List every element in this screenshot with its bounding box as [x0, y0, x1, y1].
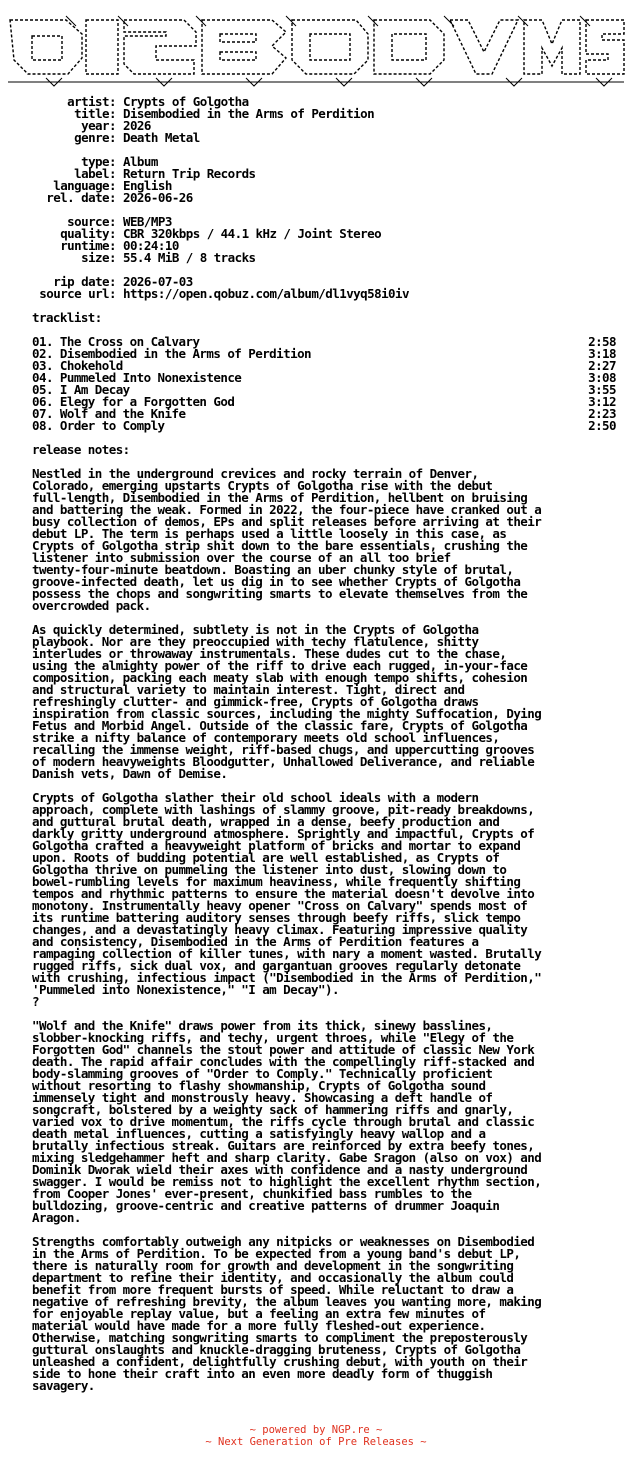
metadata-key: quality:: [60, 226, 116, 241]
notes-line: using the almighty power of the riff to drive each rugged, in-your-face: [32, 658, 528, 673]
metadata-key: title:: [74, 106, 116, 121]
notes-line: songcraft, bolstered by a weighty sack of hammering riffs and gnarly,: [32, 1102, 514, 1117]
notes-paragraph: [32, 1020, 622, 1224]
notes-line: ?: [32, 994, 39, 1009]
notes-line: approach, complete with lashings of slammy groove, pit-ready breakdowns,: [32, 802, 535, 817]
metadata-value: 2026-07-03: [122, 274, 193, 289]
notes-line: without resorting to flashy showmanship, Crypts of Golgotha sound: [32, 1078, 486, 1093]
notes-line: immensely tight and monstrously heavy. Showcasing a deft handle of: [32, 1090, 493, 1105]
notes-line: death metal influences, cutting a satisfyingly heavy wallop and a: [32, 1126, 486, 1141]
notes-line: changes, and a devastatingly heavy climax. Featuring impressive quality: [32, 922, 528, 937]
metadata-value: English: [122, 178, 172, 193]
track-title: 05. I Am Decay: [32, 382, 130, 397]
track-title: 03. Chokehold: [32, 358, 123, 373]
notes-line: negative of refreshing brevity, the album leaves you wanting more, making: [32, 1294, 542, 1309]
notes-line: possess the chops and songwriting smarts to elevate themselves from the: [32, 586, 528, 601]
notes-line: listener into submission over the course of an all too brief: [32, 550, 451, 565]
notes-line: refreshingly clutter- and gimmick-free, Crypts of Golgotha draws: [32, 694, 479, 709]
ascii-logo-icon: [6, 12, 626, 88]
metadata-value: CBR 320kbps / 44.1 kHz / Joint Stereo: [122, 226, 382, 241]
notes-line: bowel-rumbling levels for maximum heaviness, while frequently shifting: [32, 874, 521, 889]
notes-line: unleashed a confident, delightfully crushing debut, with youth on their: [32, 1354, 528, 1369]
notes-line: for enjoyable replay value, but a feeling an extra few minutes of: [32, 1306, 486, 1321]
notes-line: Colorado, emerging upstarts Crypts of Golgotha rise with the debut: [32, 478, 493, 493]
track-duration: 2:50: [588, 418, 616, 433]
track-title: 06. Elegy for a Forgotten God: [32, 394, 235, 409]
notes-line: with crushing, infectious impact ("Disembodied in the Arms of Perdition,": [32, 970, 542, 985]
notes-line: swagger. I would be remiss not to highlight the excellent rhythm section,: [32, 1174, 542, 1189]
metadata-key: source url:: [39, 286, 116, 301]
notes-line: Golgotha crafted a heavyweight platform of bricks and mortar to expand: [32, 838, 521, 853]
notes-line: varied vox to drive momentum, the riffs cycle through brutal and classic: [32, 1114, 535, 1129]
notes-line: and guttural brutal death, wrapped in a dense, beefy production and: [32, 814, 500, 829]
notes-line: Golgotha thrive on pummeling the listener into dust, slowing down to: [32, 862, 507, 877]
release-notes: [32, 468, 622, 1404]
notes-line: tempos and rhythmic patterns to ensure the material doesn't devolve into: [32, 886, 535, 901]
metadata-row: [22, 192, 409, 204]
track-duration: 3:12: [588, 394, 616, 409]
notes-line: monotony. Instrumentally heavy opener "Cross on Calvary" spends most of: [32, 898, 528, 913]
metadata-key: genre:: [74, 130, 116, 145]
release-notes-heading: release notes:: [32, 442, 130, 457]
track-title: 07. Wolf and the Knife: [32, 406, 186, 421]
metadata-value: 2026: [122, 118, 151, 133]
notes-line: its runtime battering auditory senses through beefy riffs, slick tempo: [32, 910, 521, 925]
release-metadata: [22, 96, 409, 300]
metadata-value: WEB/MP3: [122, 214, 172, 229]
notes-line: material would have made for a more fully fleshed-out experience.: [32, 1318, 486, 1333]
notes-line: and structural variety to maintain interest. Tight, direct and: [32, 682, 465, 697]
notes-line: and consistency, Disembodied in the Arms of Perdition features a: [32, 934, 479, 949]
notes-line: overcrowded pack.: [32, 598, 151, 613]
track-duration: 3:55: [588, 382, 616, 397]
notes-paragraph: [32, 624, 622, 780]
notes-line: department to refine their identity, and occasionally the album could: [32, 1270, 514, 1285]
notes-line: side to hone their craft into an even more deadly form of thuggish: [32, 1366, 493, 1381]
track-title: 08. Order to Comply: [32, 418, 165, 433]
notes-line: composition, packing each meaty slab with enough tempo shifts, cohesion: [32, 670, 528, 685]
footer-tagline: ~ Next Generation of Pre Releases ~: [205, 1436, 427, 1448]
footer: [0, 1424, 632, 1448]
metadata-key: source:: [67, 214, 116, 229]
metadata-key: language:: [53, 178, 116, 193]
tracklist-heading: tracklist:: [32, 310, 102, 325]
metadata-key: label:: [74, 166, 116, 181]
metadata-value: Death Metal: [122, 130, 200, 145]
notes-line: of modern heavyweights Bloodgutter, Unhallowed Deliverance, and reliable: [32, 754, 535, 769]
notes-line: slobber-knocking riffs, and techy, urgent throes, while "Elegy of the: [32, 1030, 514, 1045]
notes-line: in the Arms of Perdition. To be expected from a young band's debut LP,: [32, 1246, 521, 1261]
notes-line: Otherwise, matching songwriting smarts to compliment the preposterously: [32, 1330, 528, 1345]
metadata-key: rel. date:: [46, 190, 116, 205]
metadata-key: year:: [81, 118, 116, 133]
notes-line: Crypts of Golgotha slather their old school ideals with a modern: [32, 790, 479, 805]
metadata-value: 00:24:10: [122, 238, 179, 253]
footer-powered-by: ~ powered by NGP.re ~: [249, 1424, 383, 1436]
notes-line: recalling the immense weight, riff-based chugs, and uppercutting grooves: [32, 742, 535, 757]
metadata-value: Album: [122, 154, 158, 169]
notes-line: Nestled in the underground crevices and rocky terrain of Denver,: [32, 466, 479, 481]
track-duration: 2:58: [588, 334, 616, 349]
notes-line: guttural onslaughts and knuckle-dragging bruteness, Crypts of Golgotha: [32, 1342, 521, 1357]
metadata-value: Disembodied in the Arms of Perdition: [122, 106, 375, 121]
notes-line: from Cooper Jones' ever-present, chunkified bass rumbles to the: [32, 1186, 472, 1201]
metadata-row: [22, 144, 409, 156]
ascii-logo-banner: [6, 12, 626, 88]
notes-line: playbook. Nor are they preoccupied with techy flatulence, shitty: [32, 634, 479, 649]
metadata-value: 2026-06-26: [122, 190, 193, 205]
notes-line: death. The rapid affair concludes with the compellingly riff-stacked and: [32, 1054, 535, 1069]
metadata-key: rip date:: [53, 274, 116, 289]
notes-line: upon. Roots of budding potential are well established, as Crypts of: [32, 850, 500, 865]
metadata-key: runtime:: [60, 238, 116, 253]
metadata-key: type:: [81, 154, 116, 169]
notes-line: mixing sledgehammer heft and sharp clarity. Gabe Sragon (also on vox) and: [32, 1150, 542, 1165]
notes-line: busy collection of demos, EPs and split releases before arriving at their: [32, 514, 542, 529]
metadata-value: Return Trip Records: [122, 166, 256, 181]
notes-line: bulldozing, groove-centric and creative patterns of drummer Joaquin: [32, 1198, 500, 1213]
notes-line: savagery.: [32, 1378, 95, 1393]
track-title: 01. The Cross on Calvary: [32, 334, 200, 349]
track-title: 04. Pummeled Into Nonexistence: [32, 370, 242, 385]
track-duration: 2:27: [588, 358, 616, 373]
notes-line: there is naturally room for growth and development in the songwriting: [32, 1258, 514, 1273]
metadata-key: artist:: [67, 94, 116, 109]
tracklist: [32, 336, 616, 432]
metadata-value: Crypts of Golgotha: [122, 94, 249, 109]
notes-paragraph: [32, 468, 622, 612]
notes-line: groove-infected death, let us dig in to see whether Crypts of Golgotha: [32, 574, 521, 589]
notes-line: darkly gritty underground atmosphere. Sprightly and impactful, Crypts of: [32, 826, 535, 841]
notes-line: brutally infectious streak. Guitars are reinforced by extra beefy tones,: [32, 1138, 535, 1153]
notes-line: Dominik Dworak wield their axes with confidence and a nasty underground: [32, 1162, 528, 1177]
notes-line: debut LP. The term is perhaps used a little loosely in this case, as: [32, 526, 507, 541]
metadata-row: [22, 288, 409, 300]
notes-line: rugged riffs, sick dual vox, and gargantuan grooves regularly detonate: [32, 958, 521, 973]
notes-line: full-length, Disembodied in the Arms of Perdition, hellbent on bruising: [32, 490, 528, 505]
notes-line: benefit from more frequent bursts of speed. While reluctant to draw a: [32, 1282, 514, 1297]
notes-line: Danish vets, Dawn of Demise.: [32, 766, 228, 781]
track-duration: 2:23: [588, 406, 616, 421]
notes-line: Crypts of Golgotha strip shit down to the bare essentials, crushing the: [32, 538, 528, 553]
metadata-value: 55.4 MiB / 8 tracks: [122, 250, 256, 265]
notes-line: rampaging collection of killer tunes, with nary a moment wasted. Brutally: [32, 946, 542, 961]
notes-line: interludes or throwaway instrumentals. These dudes cut to the chase,: [32, 646, 507, 661]
track-duration: 3:18: [588, 346, 616, 361]
notes-line: Aragon.: [32, 1210, 81, 1225]
track-row: [32, 420, 616, 432]
notes-line: Strengths comfortably outweigh any nitpicks or weaknesses on Disembodied: [32, 1234, 535, 1249]
notes-line: strike a nifty balance of contemporary meets old school influences,: [32, 730, 500, 745]
track-title: 02. Disembodied in the Arms of Perdition: [32, 346, 312, 361]
notes-line: and battering the weak. Formed in 2022, the four-piece have cranked out a: [32, 502, 542, 517]
track-duration: 3:08: [588, 370, 616, 385]
notes-line: twenty-four-minute beatdown. Boasting an uber chunky style of brutal,: [32, 562, 514, 577]
notes-line: 'Pummeled into Nonexistence," "I am Decay").: [32, 982, 339, 997]
notes-line: "Wolf and the Knife" draws power from its thick, sinewy basslines,: [32, 1018, 493, 1033]
metadata-row: [22, 108, 409, 120]
notes-line: As quickly determined, subtlety is not in the Crypts of Golgotha: [32, 622, 479, 637]
notes-line: Fetus and Morbid Angel. Outside of the classic fare, Crypts of Golgotha: [32, 718, 528, 733]
notes-paragraph: [32, 792, 622, 1008]
metadata-value: https://open.qobuz.com/album/dl1vyq58i0iv: [122, 286, 409, 301]
notes-line: body-slamming grooves of "Order to Comply." Technically proficient: [32, 1066, 493, 1081]
notes-line: inspiration from classic sources, including the mighty Suffocation, Dying: [32, 706, 542, 721]
metadata-row: [22, 252, 409, 264]
notes-paragraph: [32, 1236, 622, 1392]
metadata-key: size:: [81, 250, 116, 265]
notes-line: Forgotten God" channels the stout power and attitude of classic New York: [32, 1042, 535, 1057]
metadata-row: [22, 132, 409, 144]
